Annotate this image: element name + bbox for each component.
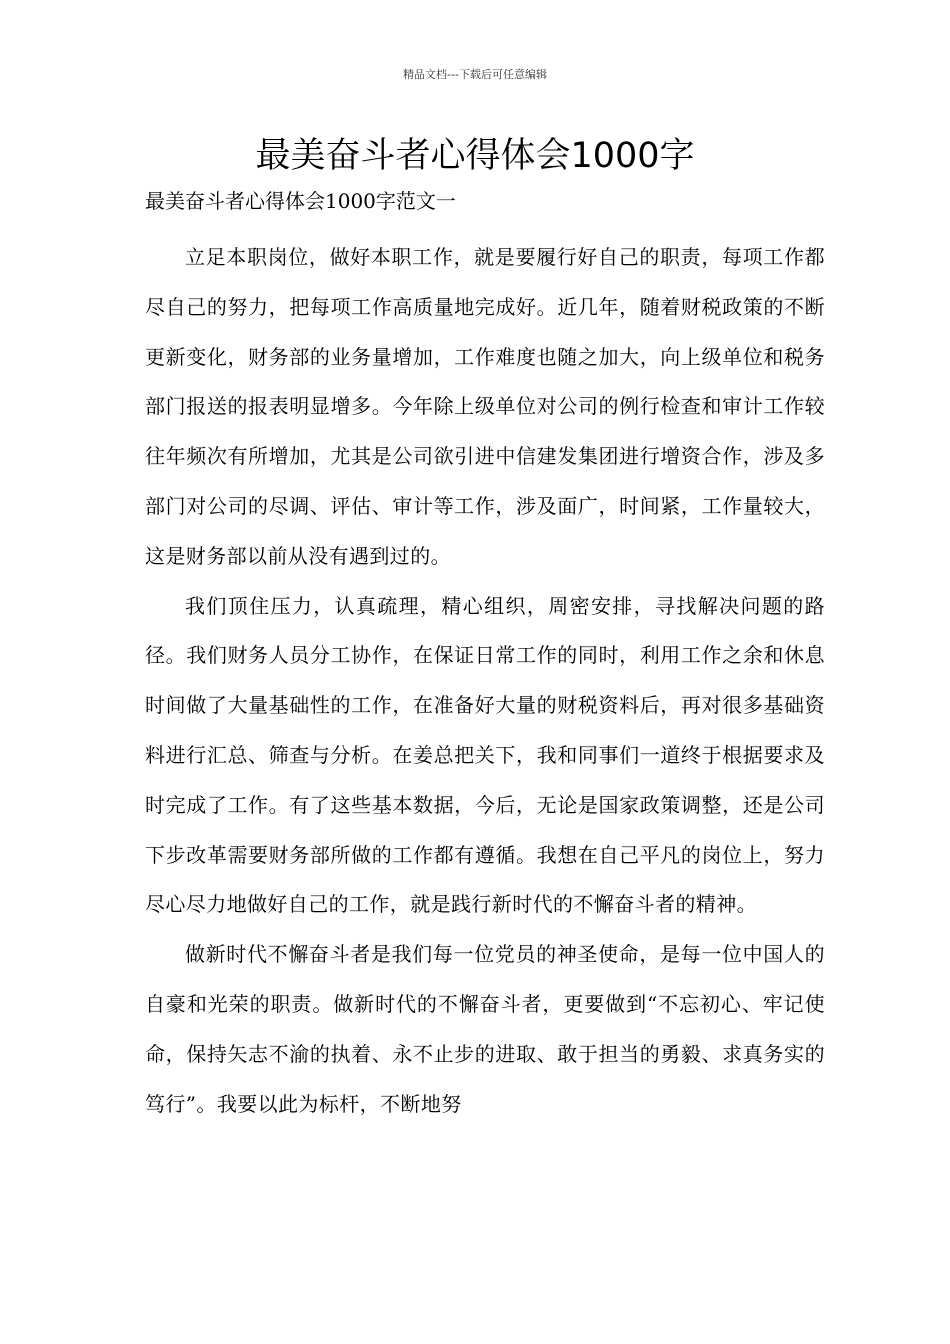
paragraph-1: 立足本职岗位，做好本职工作，就是要履行好自己的职责，每项工作都尽自己的努力，把每项工作高质量地完成好。近几年，随着财税政策的不断更新变化，财务部的业务量增加，工作难度也随之加大，向上级单位和税务部门报送的报表明显增多。今年除上级单位对公司的例行检查和审计工作较往年频次有所增加，尤其是公司欲引进中信建发集团进行增资合作，涉及多部门对公司的尽调、评估、审计等工作，涉及面广，时间紧，工作量较大，这是财务部以前从没有遇到过的。 (145, 245, 825, 568)
document-title: 最美奋斗者心得体会1000字 (255, 136, 695, 176)
page-header-note: 精品文档---下载后可任意编辑 (403, 68, 547, 81)
document-subtitle: 最美奋斗者心得体会1000字范文一 (145, 189, 456, 213)
paragraph-2: 我们顶住压力，认真疏理，精心组织，周密安排，寻找解决问题的路径。我们财务人员分工协作，在保证日常工作的同时，利用工作之余和休息时间做了大量基础性的工作，在准备好大量的财税资料后，再对很多基础资料进行汇总、筛查与分析。在姜总把关下，我和同事们一道终于根据要求及时完成了工作。有了这些基本数据，今后，无论是国家政策调整，还是公司下步改革需要财务部所做的工作都有遵循。我想在自己平凡的岗位上，努力尽心尽力地做好自己的工作，就是践行新时代的不懈奋斗者的精神。 (145, 593, 825, 917)
paragraph-3: 做新时代不懈奋斗者是我们每一位党员的神圣使命，是每一位中国人的自豪和光荣的职责。做新时代的不懈奋斗者，更要做到“不忘初心、牢记使命，保持矢志不渝的执着、永不止步的进取、敢于担当的勇毅、求真务实的笃行”。我要以此为标杆，不断地努 (145, 942, 825, 1116)
document-body (145, 233, 825, 1129)
